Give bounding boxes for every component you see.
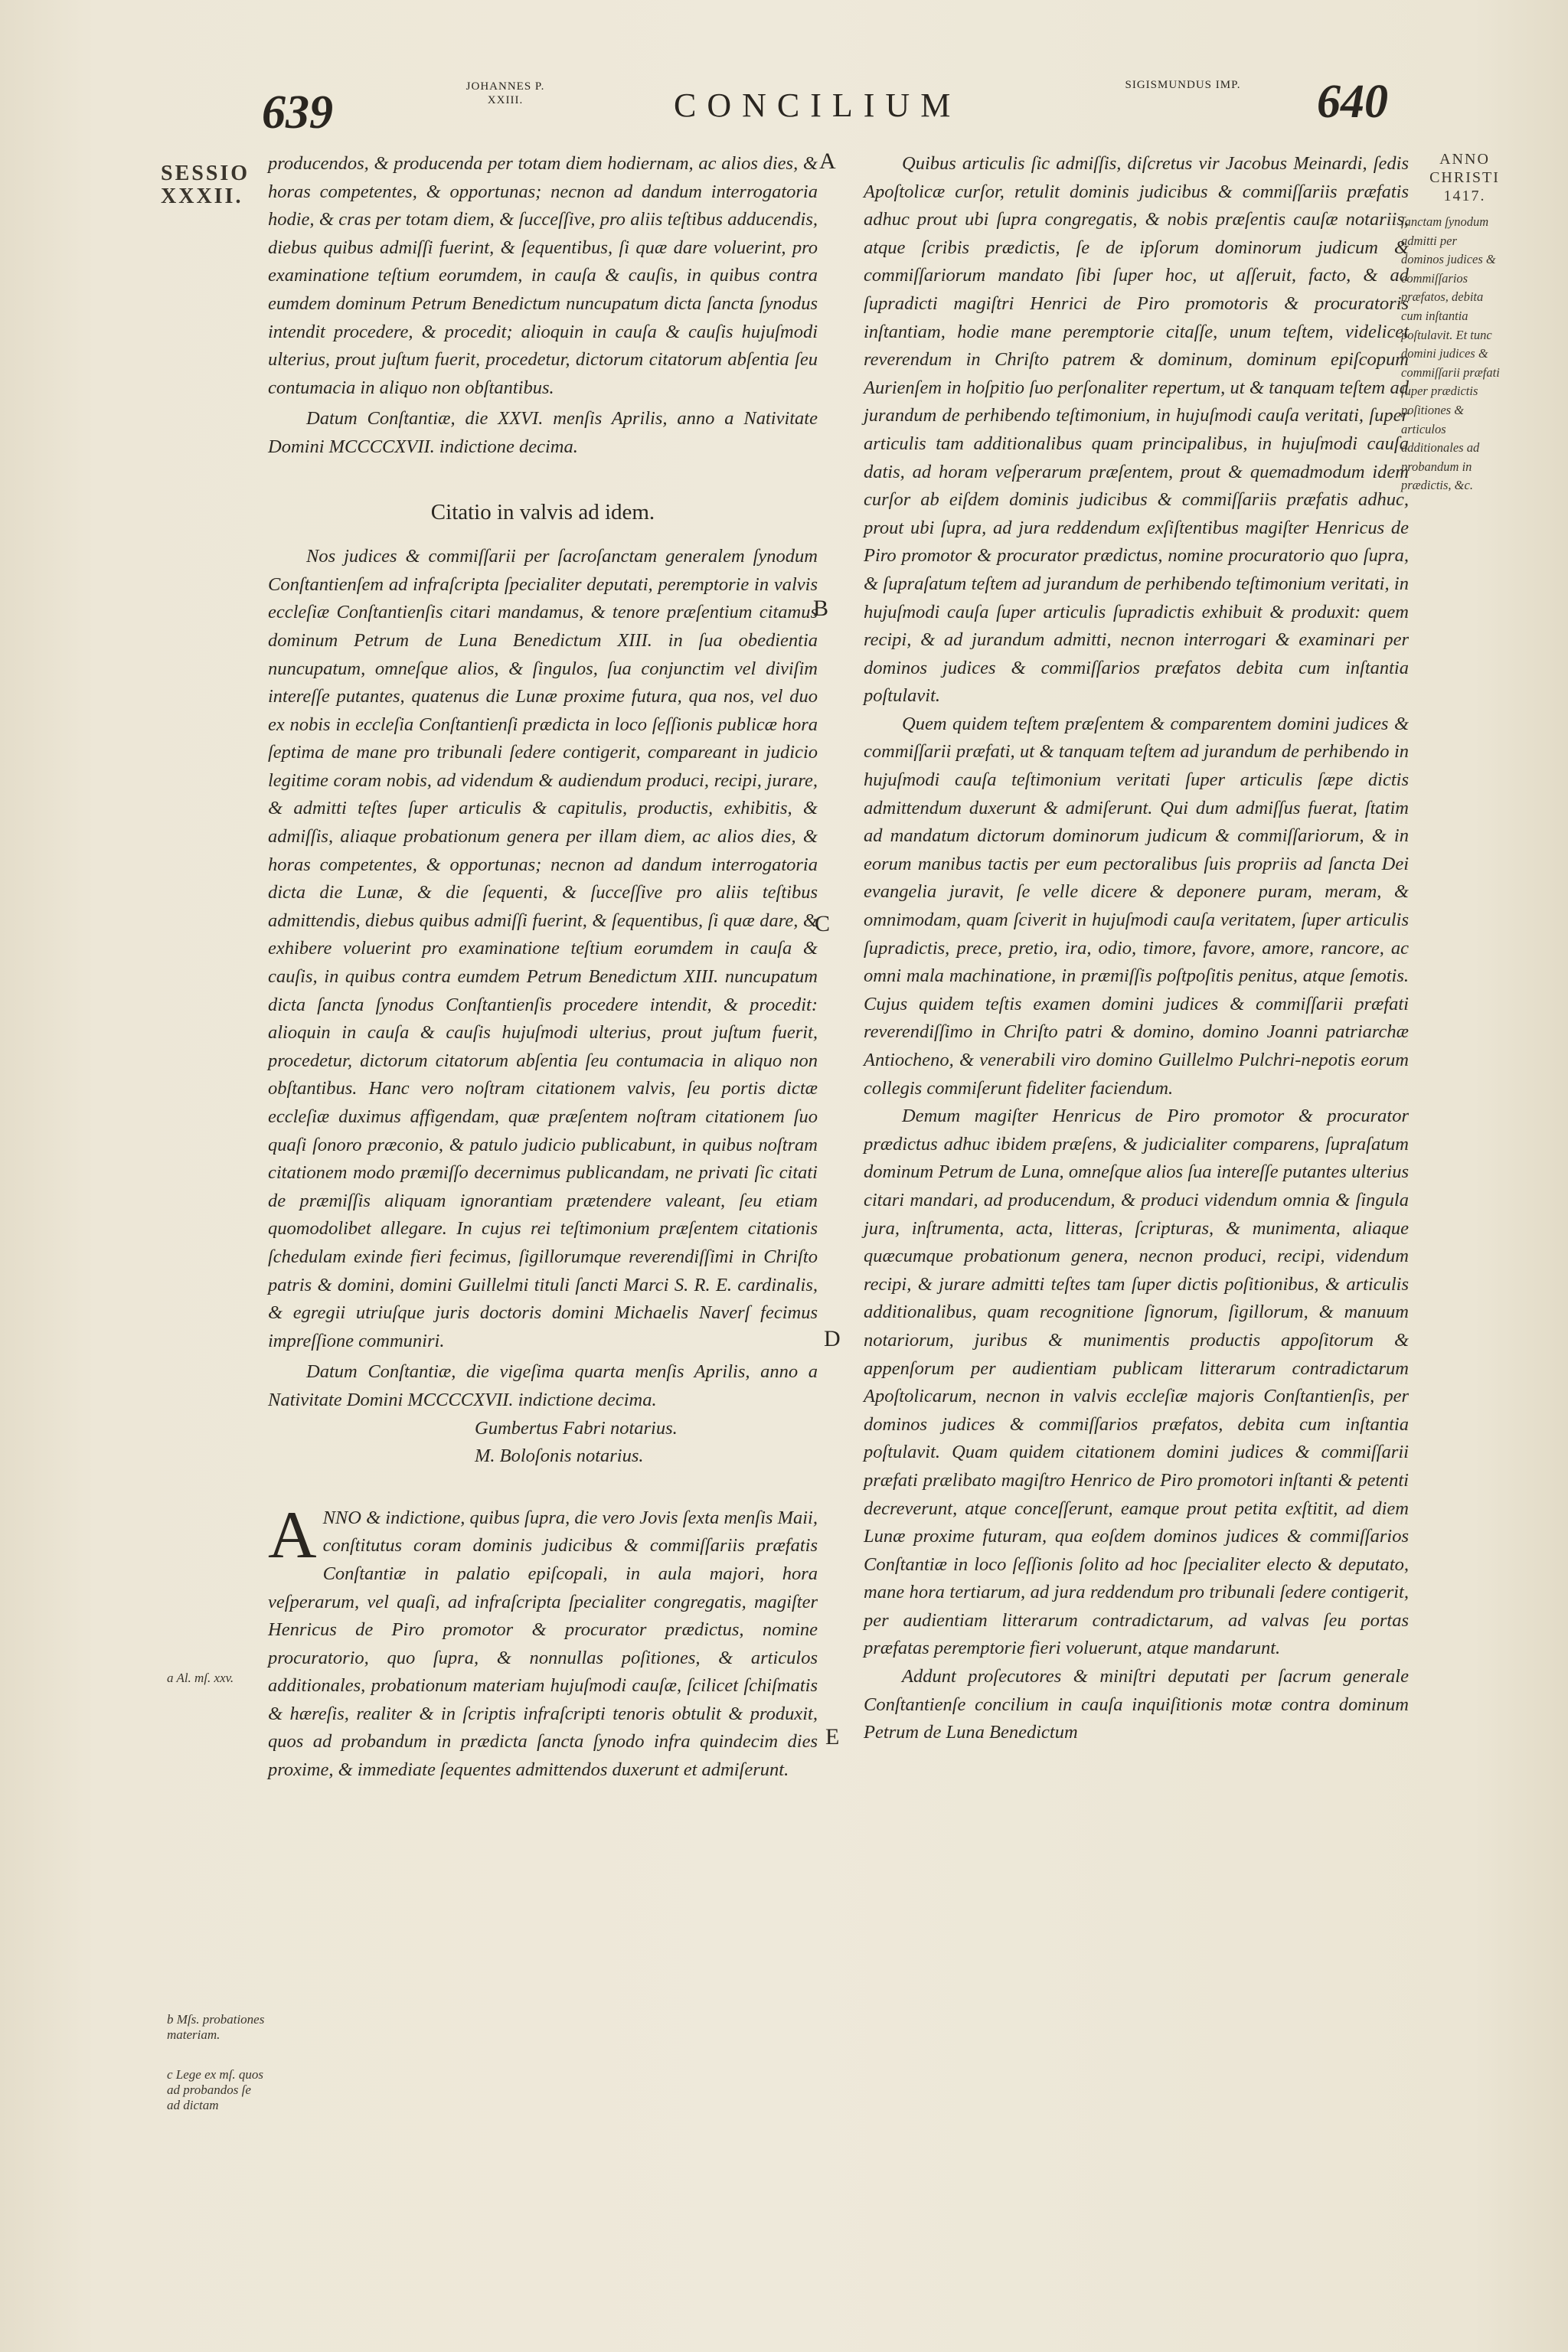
- drop-cap: A: [268, 1498, 317, 1573]
- right-paragraph-1: Quibus articulis ſic admiſſis, diſcretus vir Jacobus Meinardi, ſedis Apoſtolicæ curſor, retulit dominis judicibus & commiſſariis præfatis adhuc prout ubi ſupra congregatis, & nobis præſentis cauſæ notariis, atque ſcribis prædictis, ſe de ipſorum dominorum judicum & commiſſariorum mandato ſibi ſuper hoc, ut aſſeruit, facto, & ad ſupradicti magiſtri Henrici de Piro promotoris & procuratoris inſtantiam, hodie mane peremptorie citaſſe, unum teſtem, videlicet reverendum in Chriſto patrem & dominum, dominum epiſcopum Aurienſem in hoſpitio ſuo perſonaliter repertum, ut & tanquam teſtem ad jurandum de perhibendo teſtimonium, in hujuſmodi cauſa veritati, ſuper articulis tam additionalibus quam principalibus, in hujuſmodi cauſa datis, ad horam veſperarum præſentem, prout & quemadmodum idem curſor ab eiſdem dominis judicibus & commiſſariis præfatis adhuc, prout ubi ſupra, ad jura reddendum exſiſtentibus magiſter Henricus de Piro promotor & procurator prædictus, nomine procuratorio quo ſupra, & ſupraſatum teſtem ad jurandum de perhibendo teſtimonium veritati, in hujuſmodi cauſa ſuper articulis ſupradictis exhibuit & produxit: quem recipi, & ad jurandum admitti, necnon interrogari & examinari per dominos judices & commiſſarios præfatos debita cum inſtantia poſtulavit.: [864, 153, 1409, 707]
- left-paragraph-2: Nos judices & commiſſarii per ſacroſanctam generalem ſynodum Conſtantienſem ad infraſcripta ſpecialiter deputati, peremptorie in valvis eccleſiæ Conſtantienſis citari mandamus, & tenore præſentium citamus dominum Petrum de Luna Benedictum XIII. in ſua obedientia nuncupatum, omneſque alios, & ſingulos, ſua conjunctim vel diviſim intereſſe putantes, quatenus die Lunæ proxime futura, qua nos, vel duo ex nobis in eccleſia Conſtantienſi prædicta in loco ſeſſionis publicæ hora ſeptima de mane pro tribunali ſedere contigerit, compareant in judicio legitime coram nobis, ad videndum & audiendum produci, recipi, jurare, & admitti teſtes ſuper articulis & capitulis, productis, exhibitis, & admiſſis, aliaque probationum genera per illam diem, ac alios dies, & horas competentes, & opportunas; necnon ad dandum interrogatoria dicta die Lunæ, & die ſequenti, & ſucceſſive pro aliis teſtibus admittendis, diebus quibus admiſſi fuerint, & ſequentibus, ſi quæ dare, & exhibere voluerint pro examinatione teſtium eorumdem in cauſa & cauſis, in quibus contra eumdem Petrum Benedictum XIII. nuncupatum dicta ſancta ſynodus Conſtantienſis procedere intendit, & procedit: alioquin in cauſa & cauſis hujuſmodi ulterius, prout juſtum fuerit, procedetur, dictorum citatorum abſentia ſeu contumacia in aliquo non obſtantibus. Hanc vero noſtram citationem valvis, ſeu portis dictæ eccleſiæ duximus affigendam, quæ præſentem noſtram citationem ſuo quaſi ſonoro præconio, & patulo judicio publicabunt, in quibus noſtram citationem modo præmiſſo decernimus publicandam, ne privati ſic citati de præmiſſis aliquam ignorantiam prætendere valeant, ſeu etiam quomodolibet allegare. In cujus rei teſtimonium præſentem citationis ſchedulam exinde fieri fecimus, ſigillorumque reverendiſſimi in Chriſto patris & domini, domini Guillelmi tituli ſancti Marci S. R. E. cardinalis, & egregii utriuſque juris doctoris domini Michaelis Naverſ fecimus impreſſione communiri.: [268, 546, 818, 1351]
- right-column: [864, 150, 1409, 1747]
- left-paragraph-3: [268, 1498, 818, 1785]
- running-head-left: JOHANNES P. XXIII.: [466, 80, 545, 106]
- left-column: [268, 150, 818, 1785]
- section-letter-a: A: [819, 149, 836, 174]
- right-paragraph-3: Demum magiſter Henricus de Piro promotor & procurator prædictus adhuc ibidem præſens, & judicialiter comparens, ſupraſatum dominum Petrum de Luna, omneſque alios ſua intereſſe putantes ulterius citari mandari, ad producendum, & produci videndum omnia & ſingula jura, inſtrumenta, acta, litteras, ſcripturas, & munimenta, aliaque quæcumque probationum genera, necnon produci, recipi, videndum recipi, & jurare admitti teſtes tam ſuper dictis poſitionibus, & articulis additionalibus, quam recognitione ſignorum, ſigillorum, & manuum notariorum, juribus & munimentis productis appoſitorum & appenſorum per audientiam publicam litterarum contradictarum Apoſtolicarum, necnon in valvis eccleſiæ majoris Conſtantienſis, per dominos judices & commiſſarios præfatos, debita cum inſtantia poſtulavit. Quam quidem citationem domini judices & commiſſarii præfati prælibato magiſtro Henrico de Piro promotori inſtanti & petenti decreverunt, atque conceſſerunt, eamque prout petita exſtitit, ad diem Lunæ proxime futuram, qua eoſdem dominos judices & commiſſarios Conſtantiæ in loco ſeſſionis ſolito ad hoc ſpecialiter electo & deputato, mane hora tertiarum, ad jura reddendum pro tribunali ſedere contigerit, per audientiam litterarum contradictarum, ad valvas ſeu portas præfatas peremptorie fieri voluerunt, atque mandarunt.: [864, 1106, 1409, 1659]
- margin-note-a: a Al. mſ. xxv.: [167, 1671, 234, 1685]
- section-letter-e: E: [825, 1724, 840, 1749]
- notary-signature-2: M. Boloſonis notarius.: [475, 1446, 644, 1467]
- right-paragraph-2: Quem quidem teſtem præſentem & comparentem domini judices & commiſſarii præfati, ut & tanquam teſtem ad jurandum de perhibendo in hujuſmodi cauſa teſtimonium veritati ſuper articulis ſæpe dictis admittendum duxerunt & admiſerunt. Qui dum admiſſus fuerat, ſtatim ad mandatum dictorum dominorum judicum & commiſſariorum, & in eorum manibus tactis per eum pectoralibus ſuis propriis ad ſancta Dei evangelia juravit, ſe velle dicere & deponere puram, meram, & omnimodam, quam ſciverit in hujuſmodi cauſa veritatem, ſuper articulis ſupradictis, prece, pretio, ira, odio, timore, favore, amore, rancore, ac omni mala machinatione, in præmiſſis poſtpoſitis penitus, atque ſemotis. Cujus quidem teſtis examen domini judices & commiſſarii præfati reverendiſſimo in Chriſto patri & domino, domino Joanni patriarchæ Antiocheno, & venerabili viro domino Guillelmo Pulchri-nepotis eorum collegis commiſerunt fideliter faciendum.: [864, 713, 1409, 1099]
- section-letter-c: C: [815, 911, 831, 936]
- citation-heading: Citatio in valvis ad idem.: [430, 499, 655, 524]
- left-paragraph-3-text: NNO & indictione, quibus ſupra, die vero Jovis ſexta menſis Maii, conſtitutus coram dominis judicibus & commiſſariis præfatis Conſtantiæ in palatio epiſcopali, in aula majori, hora veſperarum, vel quaſi, ad infraſcripta ſpecialiter congregatis, magiſter Henricus de Piro promotor & procurator prædictus, nomine procuratorio, quo ſupra, & nonnullas poſitiones, & articulos additionales, probationum materiam hujuſmodi cauſæ, ſcilicet ſchiſmatis & hæreſis, realiter & in ſcriptis infraſcripti tenoris obtulit & produxit, quos ad probandum in prædicta ſancta ſynodo infra quindecim dies proxime, & immediate ſequentes admittendos duxerunt et admiſerunt.: [268, 1507, 818, 1781]
- year-label: ANNO CHRISTI 1417.: [1429, 151, 1500, 204]
- margin-note-b: b Mſs. probationes materiam.: [167, 2012, 265, 2042]
- section-letter-d: D: [824, 1326, 841, 1351]
- running-head-right: SIGISMUNDUS IMP.: [1125, 79, 1241, 91]
- left-date-1: Datum Conſtantiæ, die XXVI. menſis Aprilis, anno a Nativitate Domini MCCCCXVII. indictione decima.: [268, 408, 818, 457]
- page-number-right: 640: [1317, 76, 1388, 128]
- right-paragraph-4: Addunt proſecutores & miniſtri deputati per ſacrum generale Conſtantienſe concilium in cauſa inquiſitionis motæ contra dominum Petrum de Luna Benedictum: [864, 1666, 1409, 1743]
- session-label: SESSIO XXXII.: [161, 162, 250, 208]
- margin-note-c: c Lege ex mſ. quos ad probandos ſe ad dictam: [167, 2067, 264, 2112]
- page-number-left: 639: [262, 87, 333, 139]
- notary-signature-1: Gumbertus Fabri notarius.: [475, 1417, 678, 1439]
- page-title: CONCILIUM: [674, 87, 962, 124]
- left-date-2: Datum Conſtantiæ, die vigeſima quarta menſis Aprilis, anno a Nativitate Domini MCCCCXVII. indictione decima.: [268, 1361, 818, 1410]
- section-letter-b: B: [813, 596, 829, 621]
- margin-gloss: ſanctam ſynodum admitti per dominos judices & commiſſarios præfatos, debita cum inſtantia poſtulavit. Et tunc domini judices & commiſſarii præfati ſuper prædictis poſitiones & articulos additionales ad probandum in prædictis, &c.: [1401, 214, 1500, 493]
- left-paragraph-1: producendos, & producenda per totam diem hodiernam, ac alios dies, & horas competentes, & opportunas; necnon ad dandum interrogatoria hodie, & cras per totam diem, & ſucceſſive, pro aliis teſtibus adducendis, diebus quibus admiſſi fuerint, & ſequentibus, ſi quæ dare voluerint, pro examinatione teſtium eorumdem, in cauſa & cauſis, in quibus contra eumdem dominum Petrum Benedictum nuncupatum dicta ſancta ſynodus intendit procedere, & procedit; alioquin in cauſa & cauſis hujuſmodi ulterius, prout juſtum fuerit, procedetur, dictorum citatorum abſentia ſeu contumacia in aliquo non obſtantibus.: [268, 153, 818, 398]
